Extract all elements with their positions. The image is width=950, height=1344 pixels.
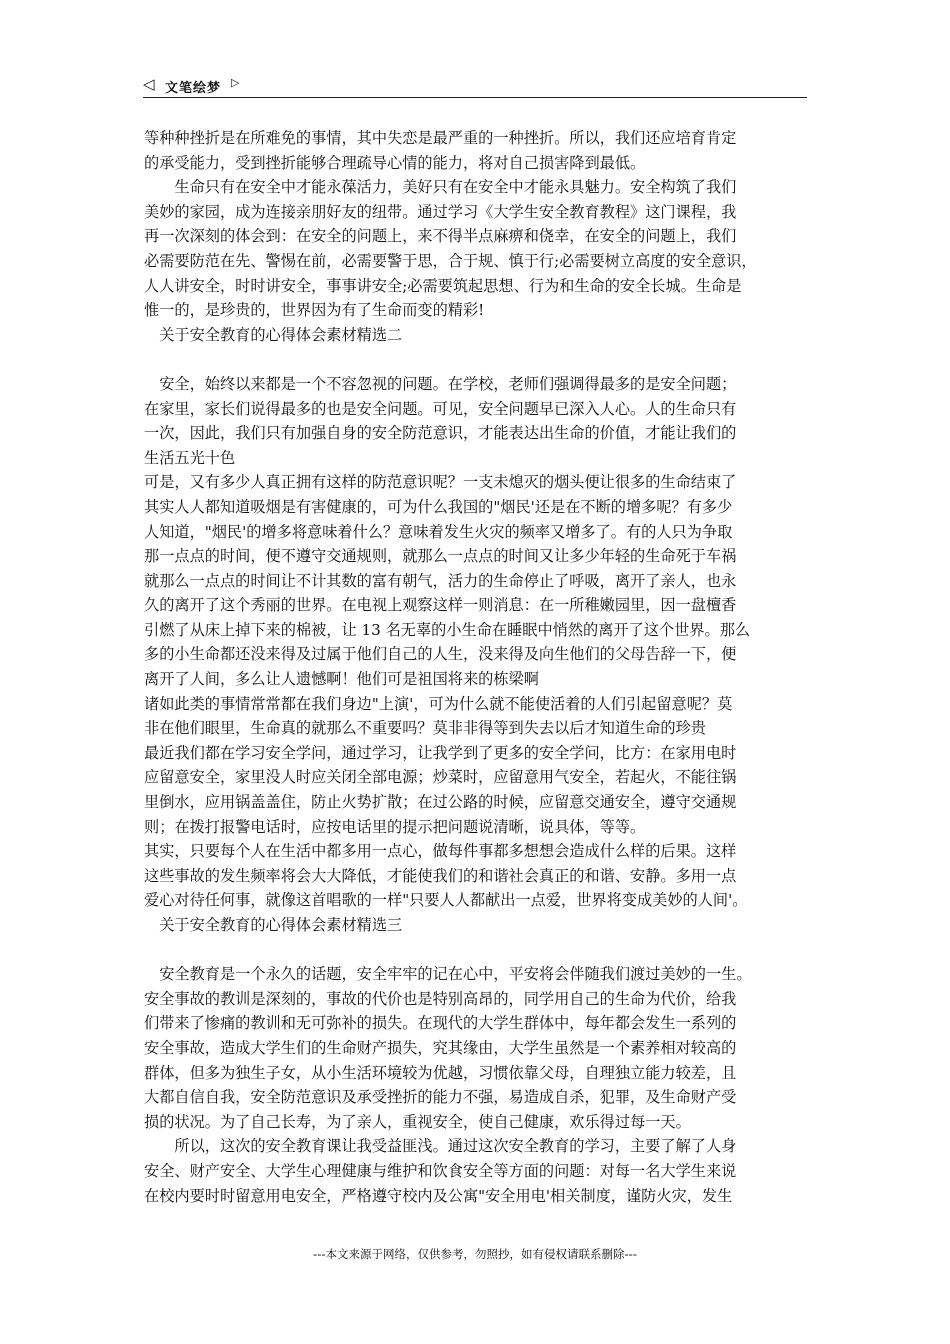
text-line: 多的小生命都还没来得及过属于他们自己的人生，没来得及向生他们的父母告辞一下，便 [144, 645, 737, 664]
text-line: 应留意安全，家里没人时应关闭全部电源；炒菜时，应留意用气安全，若起火，不能往锅 [144, 768, 737, 787]
text-line: 其实，只要每个人在生活中都多用一点心，做每件事都多想想会造成什么样的后果。这样 [144, 842, 737, 861]
triangle-right-icon: ▷ [231, 76, 240, 89]
text-line: 可是，又有多少人真正拥有这样的防范意识呢？一支未熄灭的烟头便让很多的生命结束了 [144, 473, 737, 492]
text-line: 必需要防范在先、警惕在前，必需要警于思，合于规、慎于行;必需要树立高度的安全意识， [144, 251, 757, 270]
text-line: 生命只有在安全中才能永葆活力，美好只有在安全中才能永具魅力。安全构筑了我们 [144, 178, 737, 197]
text-line: 那一点点的时间，便不遵守交通规则，就那么一点点的时间又让多少年轻的生命死于车祸 [144, 547, 737, 566]
footer-disclaimer: ---本文来源于网络，仅供参考，勿照抄，如有侵权请联系删除--- [313, 1247, 637, 1261]
text-line: 的承受能力，受到挫折能够合理疏导心情的能力，将对自己损害降到最低。 [144, 153, 646, 172]
blank-line [144, 347, 808, 372]
text-line: 一次，因此，我们只有加强自身的安全防范意识，才能表达出生命的价值，才能让我们的 [144, 424, 737, 443]
text-line: 们带来了惨痛的教训和无可弥补的损失。在现代的大学生群体中，每年都会发生一系列的 [144, 1014, 737, 1033]
text-line: 生活五光十色 [144, 448, 236, 467]
text-line: 就那么一点点的时间让不计其数的富有朝气，活力的生命停止了呼吸，离开了亲人，也永 [144, 571, 737, 590]
text-line: 损的状况。为了自己长寿，为了亲人，重视安全，使自己健康，欢乐得过每一天。 [144, 1112, 691, 1131]
text-line: 里倒水，应用锅盖盖住，防止火势扩散；在过公路的时候，应留意交通安全，遵守交通规 [144, 793, 737, 812]
page-header [143, 74, 807, 98]
text-line: 安全、财产安全、大学生心理健康与维护和饮食安全等方面的问题：对每一名大学生来说 [144, 1161, 737, 1180]
text-line: 引燃了从床上掉下来的棉被，让 13 名无辜的小生命在睡眠中悄然的离开了这个世界。那么 [144, 620, 751, 639]
text-line: 等种种挫折是在所难免的事情，其中失恋是最严重的一种挫折。所以，我们还应培育肯定 [144, 129, 737, 147]
text-line: 人知道，"烟民'的增多将意味着什么？意味着发生火灾的频率又增多了。有的人只为争取 [144, 522, 733, 541]
text-line: 所以，这次的安全教育课让我受益匪浅。通过这次安全教育的学习，主要了解了人身 [144, 1137, 737, 1156]
text-line: 非在他们眼里，生命真的就那么不重要吗？莫非非得等到失去以后才知道生命的珍贵 [144, 719, 706, 738]
text-line: 久的离开了这个秀丽的世界。在电视上观察这样一则消息：在一所稚嫩园里，因一盘檀香 [144, 596, 737, 615]
triangle-left-icon: ◁ [143, 75, 155, 93]
text-line: 安全，始终以来都是一个不容忽视的问题。在学校，老师们强调得最多的是安全问题； [144, 374, 737, 393]
text-line: 人人讲安全，时时讲安全，事事讲安全;必需要筑起思想、行为和生命的安全长城。生命是 [144, 276, 742, 295]
text-line: 诸如此类的事情常常都在我们身边"上演'，可为什么就不能使活着的人们引起留意呢？莫 [144, 694, 733, 713]
text-line: 离开了人间，多么让人遗憾啊！他们可是祖国将来的栋梁啊 [144, 670, 539, 689]
text-line: 美妙的家园，成为连接亲朋好友的纽带。通过学习《大学生安全教育教程》这门课程，我 [144, 202, 737, 221]
text-line: 惟一的，是珍贵的，世界因为有了生命而变的精彩! [144, 301, 485, 320]
brand-name: 文笔绘梦 [165, 81, 222, 96]
text-line: 关于安全教育的心得体会素材精选三 [144, 916, 403, 934]
text-line: 最近我们都在学习安全学问，通过学习，让我学到了更多的安全学问，比方：在家用电时 [144, 743, 737, 762]
document-body [144, 126, 808, 1208]
text-line: 群体，但多为独生子女，从小生活环境较为优越，习惯依靠父母，自理独立能力较差，且 [144, 1063, 737, 1082]
text-line: 安全事故，造成大学生们的生命财产损失，究其缘由，大学生虽然是一个素养相对较高的 [144, 1038, 737, 1057]
text-line: 在家里，家长们说得最多的也是安全问题。可见，安全问题早已深入人心。人的生命只有 [144, 399, 737, 418]
text-line: 其实人人都知道吸烟是有害健康的，可为什么我国的"烟民'还是在不断的增多呢？有多少 [144, 497, 733, 516]
text-line: 大都自信自我，安全防范意识及承受挫折的能力不强，易造成自杀，犯罪，及生命财产受 [144, 1088, 737, 1107]
text-line: 关于安全教育的心得体会素材精选二 [144, 325, 403, 344]
blank-line [144, 938, 808, 963]
text-line: 安全事故的教训是深刻的，事故的代价也是特别高昂的，同学用自己的生命为代价，给我 [144, 989, 737, 1008]
text-line: 安全教育是一个永久的话题，安全牢牢的记在心中，平安将会伴随我们渡过美妙的一生。 [144, 965, 752, 984]
text-line: 则；在拨打报警电话时，应按电话里的提示把问题说清晰，说具体，等等。 [144, 817, 646, 836]
text-line: 再一次深刻的体会到：在安全的问题上，来不得半点麻痹和侥幸，在安全的问题上，我们 [144, 227, 737, 246]
text-line: 这些事故的发生频率将会大大降低，才能使我们的和谐社会真正的和谐、安静。多用一点 [144, 866, 737, 885]
header-rule [143, 97, 807, 98]
text-line: 在校内要时时留意用电安全，严格遵守校内及公寓"安全用电'相关制度，谨防火灾，发生 [144, 1186, 733, 1205]
text-line: 爱心对待任何事，就像这首唱歌的一样"只要人人都献出一点爱，世界将变成美妙的人间'。 [144, 891, 748, 910]
